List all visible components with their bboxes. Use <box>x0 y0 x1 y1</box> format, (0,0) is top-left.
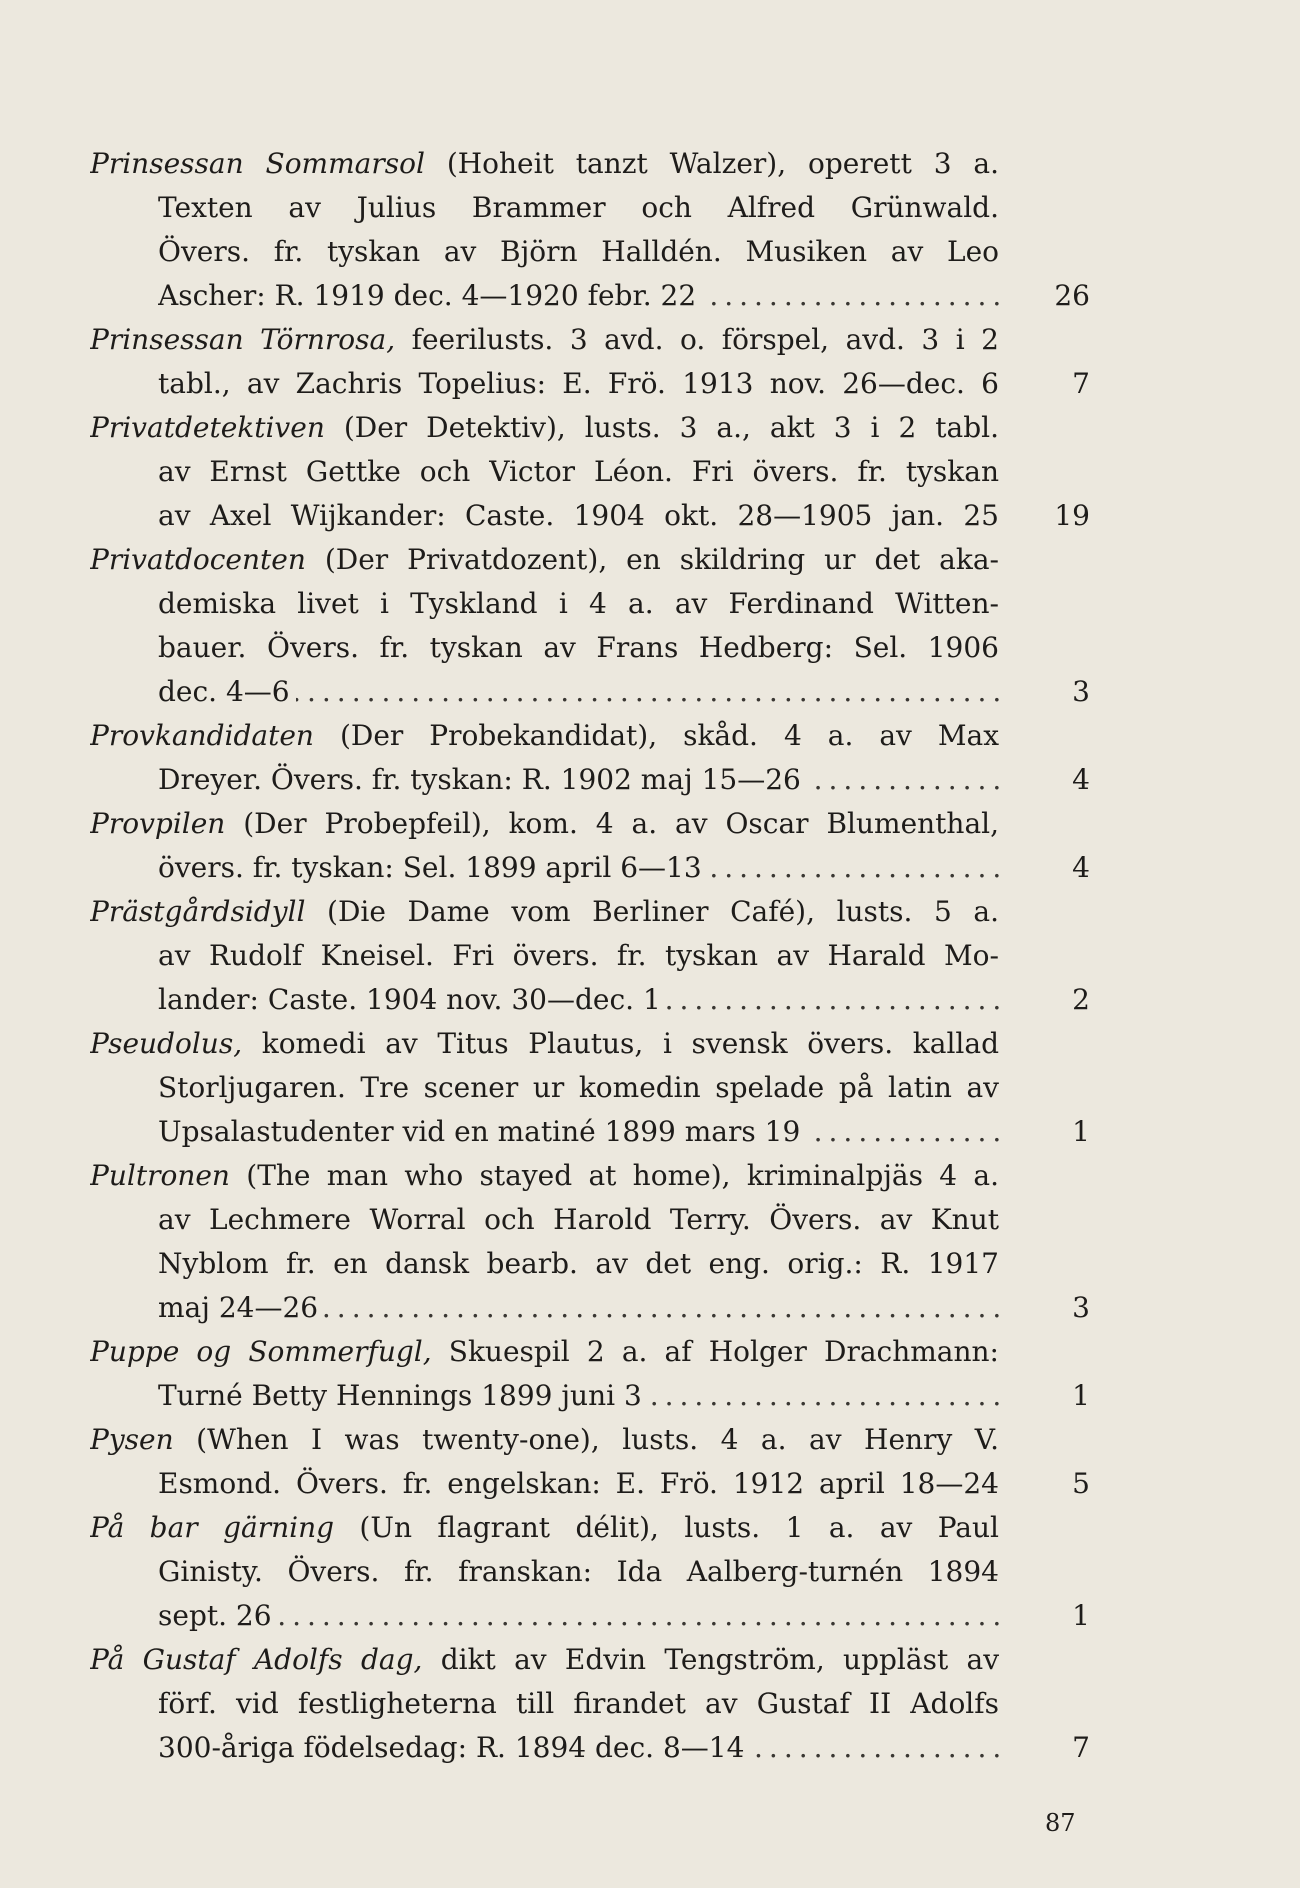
entry-first-line <box>90 1418 1005 1462</box>
entry-text: demiska livet i Tyskland i 4 a. av Ferdinand Witten- <box>158 587 999 620</box>
entry-line <box>158 758 1005 802</box>
entry-first-line <box>90 318 1005 362</box>
index-entry <box>90 1154 1090 1330</box>
entry-line <box>158 1594 1005 1638</box>
entry-text: Övers. fr. tyskan av Björn Halldén. Musiken av Leo <box>158 235 999 268</box>
entry-text: komedi av Titus Plautus, i svensk övers. kallad <box>242 1027 999 1060</box>
entry-line <box>158 978 1005 1022</box>
performance-count: 2 <box>1072 983 1090 1016</box>
index-entry <box>90 1638 1090 1770</box>
index-entry <box>90 1506 1090 1638</box>
performance-count: 3 <box>1072 675 1090 708</box>
entry-line <box>158 1242 1005 1286</box>
entry-text: (Un flagrant délit), lusts. 1 a. av Paul <box>334 1511 999 1544</box>
performance-count: 4 <box>1072 763 1090 796</box>
entry-line <box>158 1110 1005 1154</box>
entry-line <box>158 1286 1005 1330</box>
entry-text: dikt av Edvin Tengström, uppläst av <box>422 1643 1000 1676</box>
entry-line <box>158 934 1005 978</box>
entry-first-line <box>90 142 1005 186</box>
entry-text: (The man who stayed at home), kriminalpjäs 4 a. <box>229 1159 999 1192</box>
performance-count: 3 <box>1072 1291 1090 1324</box>
entry-first-line <box>90 1638 1005 1682</box>
entry-text: Dreyer. Övers. fr. tyskan: R. 1902 maj 15—26 <box>158 763 801 796</box>
entry-title: Pultronen <box>90 1159 230 1192</box>
performance-count: 7 <box>1072 367 1090 400</box>
entry-title: Privatdetektiven <box>90 411 325 444</box>
entry-title: Puppe og Sommerfugl, <box>90 1335 432 1368</box>
entry-first-line <box>90 538 1005 582</box>
entry-text: (Der Detektiv), lusts. 3 a., akt 3 i 2 tabl. <box>324 411 999 444</box>
entry-text: Ginisty. Övers. fr. franskan: Ida Aalberg-turnén 1894 <box>158 1555 999 1588</box>
entry-text: Texten av Julius Brammer och Alfred Grünwald. <box>158 191 999 224</box>
entry-line <box>158 626 1005 670</box>
entry-line <box>158 1462 1005 1506</box>
entry-first-line <box>90 1330 1005 1374</box>
entry-line <box>158 1726 1005 1770</box>
performance-count: 5 <box>1072 1467 1090 1500</box>
entry-line <box>158 494 1005 538</box>
entry-text: Upsalastudenter vid en matiné 1899 mars 19 <box>158 1115 801 1148</box>
entry-text: Esmond. Övers. fr. engelskan: E. Frö. 1912 april 18—24 <box>158 1467 999 1500</box>
entry-line <box>158 450 1005 494</box>
entry-line <box>158 274 1005 318</box>
entry-text: av Lechmere Worral och Harold Terry. Övers. av Knut <box>158 1203 999 1236</box>
index-entry <box>90 538 1090 714</box>
index-entry <box>90 802 1090 890</box>
entry-text: (Hoheit tanzt Walzer), operett 3 a. <box>424 147 1000 180</box>
entry-line <box>158 670 1005 714</box>
index-entry <box>90 1330 1090 1418</box>
index-entry <box>90 1418 1090 1506</box>
entry-first-line <box>90 1154 1005 1198</box>
index-entry <box>90 1022 1090 1154</box>
entry-title: Prinsessan Törnrosa, <box>90 323 396 356</box>
entry-list <box>90 142 1090 1770</box>
entry-first-line <box>90 1506 1005 1550</box>
entry-text: lander: Caste. 1904 nov. 30—dec. 1 <box>158 983 661 1016</box>
entry-line <box>158 186 1005 230</box>
performance-count: 1 <box>1072 1379 1090 1412</box>
entry-text: 300-åriga födelsedag: R. 1894 dec. 8—14 <box>158 1731 745 1764</box>
entry-text: (Die Dame vom Berliner Café), lusts. 5 a. <box>305 895 999 928</box>
entry-line <box>158 362 1005 406</box>
entry-title: På bar gärning <box>90 1511 335 1544</box>
performance-count: 1 <box>1072 1115 1090 1148</box>
entry-text: Turné Betty Hennings 1899 juni 3 <box>158 1379 642 1412</box>
entry-title: Privatdocenten <box>90 543 306 576</box>
entry-title: På Gustaf Adolfs dag, <box>90 1643 423 1676</box>
entry-text: feerilusts. 3 avd. o. förspel, avd. 3 i 2 <box>395 323 999 356</box>
performance-count: 1 <box>1072 1599 1090 1632</box>
entry-title: Pseudolus, <box>90 1027 243 1060</box>
entry-text: bauer. Övers. fr. tyskan av Frans Hedberg: Sel. 1906 <box>158 631 999 664</box>
entry-line <box>158 1066 1005 1110</box>
index-entry <box>90 318 1090 406</box>
performance-count: 4 <box>1072 851 1090 884</box>
entry-text: av Ernst Gettke och Victor Léon. Fri övers. fr. tyskan <box>158 455 999 488</box>
entry-title: Provpilen <box>90 807 226 840</box>
entry-text: (Der Privatdozent), en skildring ur det aka- <box>305 543 999 576</box>
leader-dots <box>158 1594 1005 1638</box>
entry-text: (Der Probepfeil), kom. 4 a. av Oscar Blumenthal, <box>225 807 999 840</box>
entry-title: Pysen <box>90 1423 174 1456</box>
entry-text: Ascher: R. 1919 dec. 4—1920 febr. 22 <box>158 279 697 312</box>
entry-text: övers. fr. tyskan: Sel. 1899 april 6—13 <box>158 851 702 884</box>
entry-text: (When I was twenty-one), lusts. 4 a. av Henry V. <box>173 1423 999 1456</box>
entry-text: tabl., av Zachris Topelius: E. Frö. 1913 nov. 26—dec. 6 <box>158 367 999 400</box>
entry-first-line <box>90 714 1005 758</box>
performance-count: 19 <box>1054 499 1090 532</box>
entry-text: (Der Probekandidat), skåd. 4 a. av Max <box>313 719 999 752</box>
index-entry <box>90 406 1090 538</box>
entry-first-line <box>90 406 1005 450</box>
entry-text: Skuespil 2 a. af Holger Drachmann: <box>431 1335 999 1368</box>
entry-title: Prinsessan Sommarsol <box>90 147 425 180</box>
index-entry <box>90 890 1090 1022</box>
entry-first-line <box>90 1022 1005 1066</box>
entry-line <box>158 230 1005 274</box>
entry-line <box>158 846 1005 890</box>
entry-first-line <box>90 802 1005 846</box>
entry-text: dec. 4—6 <box>158 675 290 708</box>
entry-line <box>158 1374 1005 1418</box>
entry-title: Provkandidaten <box>90 719 314 752</box>
entry-first-line <box>90 890 1005 934</box>
entry-text: av Rudolf Kneisel. Fri övers. fr. tyskan av Harald Mo- <box>158 939 999 972</box>
entry-text: förf. vid festligheterna till firandet av Gustaf II Adolfs <box>158 1687 999 1720</box>
entry-text: sept. 26 <box>158 1599 272 1632</box>
index-entry <box>90 142 1090 318</box>
page-number: 87 <box>1045 1809 1076 1837</box>
entry-line <box>158 1682 1005 1726</box>
entry-text: av Axel Wijkander: Caste. 1904 okt. 28—1905 jan. 25 <box>158 499 999 532</box>
entry-text: Storljugaren. Tre scener ur komedin spelade på latin av <box>158 1071 999 1104</box>
performance-count: 26 <box>1054 279 1090 312</box>
entry-title: Prästgårdsidyll <box>90 895 306 928</box>
entry-line <box>158 1198 1005 1242</box>
entry-text: Nyblom fr. en dansk bearb. av det eng. orig.: R. 1917 <box>158 1247 999 1280</box>
performance-count: 7 <box>1072 1731 1090 1764</box>
entry-line <box>158 1550 1005 1594</box>
index-entry <box>90 714 1090 802</box>
entry-text: maj 24—26 <box>158 1291 319 1324</box>
entry-line <box>158 582 1005 626</box>
